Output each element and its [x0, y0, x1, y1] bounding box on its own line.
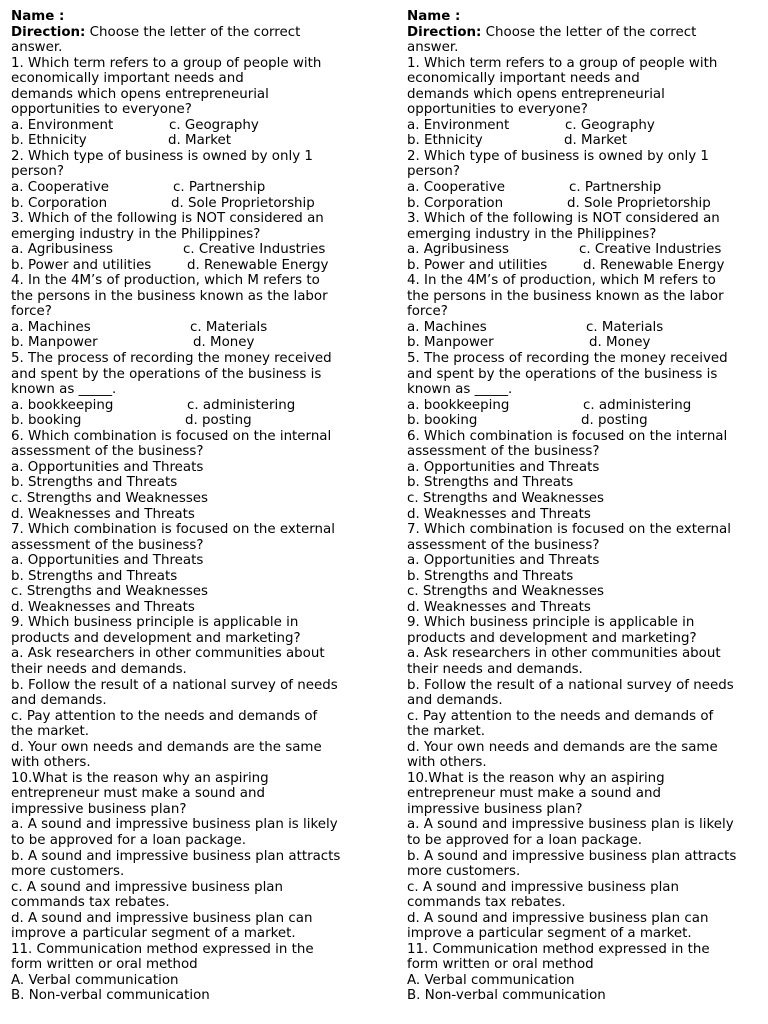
choice-c: c. administering [187, 397, 296, 413]
choice-line: with others. [407, 755, 487, 771]
choice-row [407, 180, 768, 196]
question-3 [407, 211, 768, 273]
question-line: assessment of the business? [11, 444, 204, 460]
choice-a: a. Opportunities and Threats [11, 553, 204, 569]
question-line: assessment of the business? [11, 537, 204, 553]
choice-d: d. Renewable Energy [583, 257, 725, 273]
choice-line: b. Follow the result of a national survey of needs [11, 677, 338, 693]
question-2 [407, 149, 768, 211]
choice-line: and demands. [11, 693, 107, 709]
question-line: 2. Which type of business is owned by only 1 [407, 148, 709, 164]
question-line: opportunities to everyone? [11, 102, 192, 118]
question-1 [11, 56, 383, 149]
choice-c: c. Materials [586, 319, 664, 335]
direction-line [11, 25, 383, 41]
choice-line: with others. [11, 755, 91, 771]
choice-c: c. Creative Industries [183, 242, 326, 258]
choice-a: a. Opportunities and Threats [407, 553, 600, 569]
question-line: 2. Which type of business is owned by only 1 [11, 148, 313, 164]
choice-d: d. Weaknesses and Threats [407, 506, 591, 522]
choice-line: and demands. [407, 693, 503, 709]
question-line: opportunities to everyone? [407, 102, 588, 118]
choice-line: B. Non-verbal communication [11, 988, 210, 1004]
choice-d: d. Weaknesses and Threats [11, 599, 195, 615]
choice-a: a. Machines [11, 319, 91, 335]
question-line: impressive business plan? [407, 801, 583, 817]
choice-line: improve a particular segment of a market. [407, 926, 692, 942]
choice-c: c. Strengths and Weaknesses [407, 490, 605, 506]
choice-row [11, 320, 383, 336]
choice-row [407, 133, 768, 149]
choice-a: a. Agribusiness [407, 242, 509, 258]
choice-line: b. A sound and impressive business plan attracts [407, 848, 737, 864]
choice-a: a. Environment [11, 117, 114, 133]
choice-b: b. Power and utilities [407, 257, 548, 273]
worksheet-column-right [407, 9, 768, 1004]
choice-c: c. Strengths and Weaknesses [11, 490, 209, 506]
choice-row [407, 242, 768, 258]
question-7 [11, 522, 383, 615]
choice-c: c. Creative Industries [579, 242, 722, 258]
choice-row [11, 335, 383, 351]
question-line: assessment of the business? [407, 444, 600, 460]
question-5 [11, 351, 383, 429]
choice-d: d. Market [168, 133, 232, 149]
choice-b: b. Manpower [407, 335, 494, 351]
question-line: demands which opens entrepreneurial [11, 86, 269, 102]
choice-line: c. Pay attention to the needs and demands of [11, 708, 318, 724]
direction-text-cont: answer. [11, 40, 63, 56]
question-line: 6. Which combination is focused on the internal [11, 428, 332, 444]
choice-d: d. Sole Proprietorship [171, 195, 315, 211]
question-line: person? [407, 164, 461, 180]
choice-c: c. Strengths and Weaknesses [11, 584, 209, 600]
choice-row [11, 196, 383, 212]
choice-c: c. Partnership [173, 180, 266, 196]
question-line: assessment of the business? [407, 537, 600, 553]
question-line: 1. Which term refers to a group of people with [11, 55, 322, 71]
choice-b: b. Strengths and Threats [407, 568, 574, 584]
choice-line: the market. [407, 724, 486, 740]
choice-row [407, 196, 768, 212]
direction-text: Choose the letter of the correct [85, 24, 301, 40]
choice-b: b. booking [407, 413, 478, 429]
name-label: Name : [407, 9, 461, 24]
question-line: and spent by the operations of the business is [407, 366, 718, 382]
choice-b: b. booking [11, 413, 82, 429]
question-line: known as _____. [11, 382, 117, 398]
question-11 [11, 942, 383, 1004]
choice-line: d. A sound and impressive business plan can [11, 910, 313, 926]
choice-row [407, 335, 768, 351]
choice-line: d. A sound and impressive business plan can [407, 910, 709, 926]
question-line: emerging industry in the Philippines? [407, 226, 657, 242]
choice-line: more customers. [407, 864, 521, 880]
choice-line: a. Ask researchers in other communities about [11, 646, 325, 662]
choice-line: the market. [11, 724, 90, 740]
question-line: entrepreneur must make a sound and [407, 786, 661, 802]
choice-row [11, 398, 383, 414]
question-line: impressive business plan? [11, 801, 187, 817]
choice-a: a. Opportunities and Threats [407, 459, 600, 475]
question-line: 9. Which business principle is applicable in [407, 615, 695, 631]
question-line: 9. Which business principle is applicable in [11, 615, 299, 631]
choice-line: to be approved for a loan package. [407, 832, 643, 848]
question-line: 7. Which combination is focused on the external [11, 522, 335, 538]
choice-line: more customers. [11, 864, 125, 880]
choice-a: a. bookkeeping [407, 397, 510, 413]
question-line: 7. Which combination is focused on the external [407, 522, 731, 538]
choice-line: A. Verbal communication [11, 972, 179, 988]
choice-line: b. Follow the result of a national survey of needs [407, 677, 734, 693]
choice-line: their needs and demands. [11, 661, 187, 677]
choice-a: a. Cooperative [11, 180, 110, 196]
choice-d: d. Weaknesses and Threats [407, 599, 591, 615]
question-line: 11. Communication method expressed in the [407, 941, 710, 957]
question-10 [407, 771, 768, 942]
choice-line: a. Ask researchers in other communities about [407, 646, 721, 662]
choice-line: a. A sound and impressive business plan is likely [407, 817, 734, 833]
choice-line: commands tax rebates. [407, 895, 566, 911]
choice-b: b. Strengths and Threats [11, 568, 178, 584]
question-line: known as _____. [407, 382, 513, 398]
choice-d: d. Renewable Energy [187, 257, 329, 273]
choice-d: d. Money [589, 335, 651, 351]
question-11 [407, 942, 768, 1004]
choice-b: b. Power and utilities [11, 257, 152, 273]
question-1 [407, 56, 768, 149]
question-9 [407, 615, 768, 770]
question-line: 4. In the 4M’s of production, which M refers to [11, 273, 320, 289]
direction-text-cont: answer. [407, 40, 459, 56]
direction-text: Choose the letter of the correct [481, 24, 697, 40]
choice-row [11, 180, 383, 196]
question-line: 5. The process of recording the money received [11, 351, 332, 367]
choice-a: a. Environment [407, 117, 510, 133]
choice-b: b. Strengths and Threats [407, 475, 574, 491]
question-3 [11, 211, 383, 273]
question-line: the persons in the business known as the labor [407, 288, 724, 304]
question-line: the persons in the business known as the labor [11, 288, 328, 304]
choice-line: their needs and demands. [407, 661, 583, 677]
choice-line: to be approved for a loan package. [11, 832, 247, 848]
question-6 [11, 429, 383, 522]
choice-c: c. administering [583, 397, 692, 413]
question-line: 6. Which combination is focused on the internal [407, 428, 728, 444]
choice-a: a. Agribusiness [11, 242, 113, 258]
choice-line: d. Your own needs and demands are the same [11, 739, 322, 755]
choice-b: b. Corporation [11, 195, 108, 211]
choice-a: a. Machines [407, 319, 487, 335]
direction-label: Direction: [407, 24, 482, 40]
choice-b: b. Manpower [11, 335, 98, 351]
question-6 [407, 429, 768, 522]
question-line: 3. Which of the following is NOT considered an [407, 211, 720, 227]
choice-row [11, 413, 383, 429]
question-line: products and development and marketing? [11, 630, 301, 646]
choice-row [11, 258, 383, 274]
question-10 [11, 771, 383, 942]
question-4 [407, 273, 768, 351]
question-line: 3. Which of the following is NOT considered an [11, 211, 324, 227]
choice-b: b. Ethnicity [11, 133, 87, 149]
direction-line [407, 25, 768, 41]
question-line: 5. The process of recording the money received [407, 351, 728, 367]
choice-row [407, 320, 768, 336]
choice-c: c. Strengths and Weaknesses [407, 584, 605, 600]
question-line: force? [407, 304, 448, 320]
choice-row [407, 398, 768, 414]
name-label: Name : [11, 9, 65, 24]
choice-d: d. Money [193, 335, 255, 351]
choice-line: B. Non-verbal communication [407, 988, 606, 1004]
choice-c: c. Geography [169, 117, 259, 133]
choice-line: c. A sound and impressive business plan [11, 879, 283, 895]
question-line: demands which opens entrepreneurial [407, 86, 665, 102]
choice-row [11, 133, 383, 149]
choice-a: a. bookkeeping [11, 397, 114, 413]
question-line: and spent by the operations of the business is [11, 366, 322, 382]
choice-a: a. Opportunities and Threats [11, 459, 204, 475]
question-4 [11, 273, 383, 351]
choice-d: d. Sole Proprietorship [567, 195, 711, 211]
question-2 [11, 149, 383, 211]
choice-b: b. Corporation [407, 195, 504, 211]
choice-row [407, 413, 768, 429]
choice-line: c. Pay attention to the needs and demands of [407, 708, 714, 724]
question-line: force? [11, 304, 52, 320]
choice-d: d. Market [564, 133, 628, 149]
question-7 [407, 522, 768, 615]
choice-b: b. Ethnicity [407, 133, 483, 149]
choice-c: c. Partnership [569, 180, 662, 196]
choice-d: d. posting [185, 413, 252, 429]
choice-line: improve a particular segment of a market. [11, 926, 296, 942]
choice-a: a. Cooperative [407, 180, 506, 196]
choice-c: c. Geography [565, 117, 655, 133]
question-line: economically important needs and [407, 71, 640, 87]
question-line: 4. In the 4M’s of production, which M refers to [407, 273, 716, 289]
worksheet-column-left [11, 9, 383, 1004]
choice-line: c. A sound and impressive business plan [407, 879, 679, 895]
question-line: emerging industry in the Philippines? [11, 226, 261, 242]
choice-row [407, 258, 768, 274]
question-line: form written or oral method [407, 957, 594, 973]
choice-line: A. Verbal communication [407, 972, 575, 988]
choice-row [11, 118, 383, 134]
question-line: entrepreneur must make a sound and [11, 786, 265, 802]
choice-line: b. A sound and impressive business plan attracts [11, 848, 341, 864]
question-5 [407, 351, 768, 429]
question-line: person? [11, 164, 65, 180]
question-line: 10.What is the reason why an aspiring [11, 770, 269, 786]
question-line: products and development and marketing? [407, 630, 697, 646]
choice-row [11, 242, 383, 258]
direction-label: Direction: [11, 24, 86, 40]
choice-b: b. Strengths and Threats [11, 475, 178, 491]
choice-d: d. Weaknesses and Threats [11, 506, 195, 522]
question-line: 11. Communication method expressed in the [11, 941, 314, 957]
choice-row [407, 118, 768, 134]
choice-line: commands tax rebates. [11, 895, 170, 911]
choice-line: d. Your own needs and demands are the same [407, 739, 718, 755]
choice-c: c. Materials [190, 319, 268, 335]
question-line: form written or oral method [11, 957, 198, 973]
choice-line: a. A sound and impressive business plan is likely [11, 817, 338, 833]
question-line: 1. Which term refers to a group of people with [407, 55, 718, 71]
question-line: economically important needs and [11, 71, 244, 87]
question-9 [11, 615, 383, 770]
question-line: 10.What is the reason why an aspiring [407, 770, 665, 786]
choice-d: d. posting [581, 413, 648, 429]
